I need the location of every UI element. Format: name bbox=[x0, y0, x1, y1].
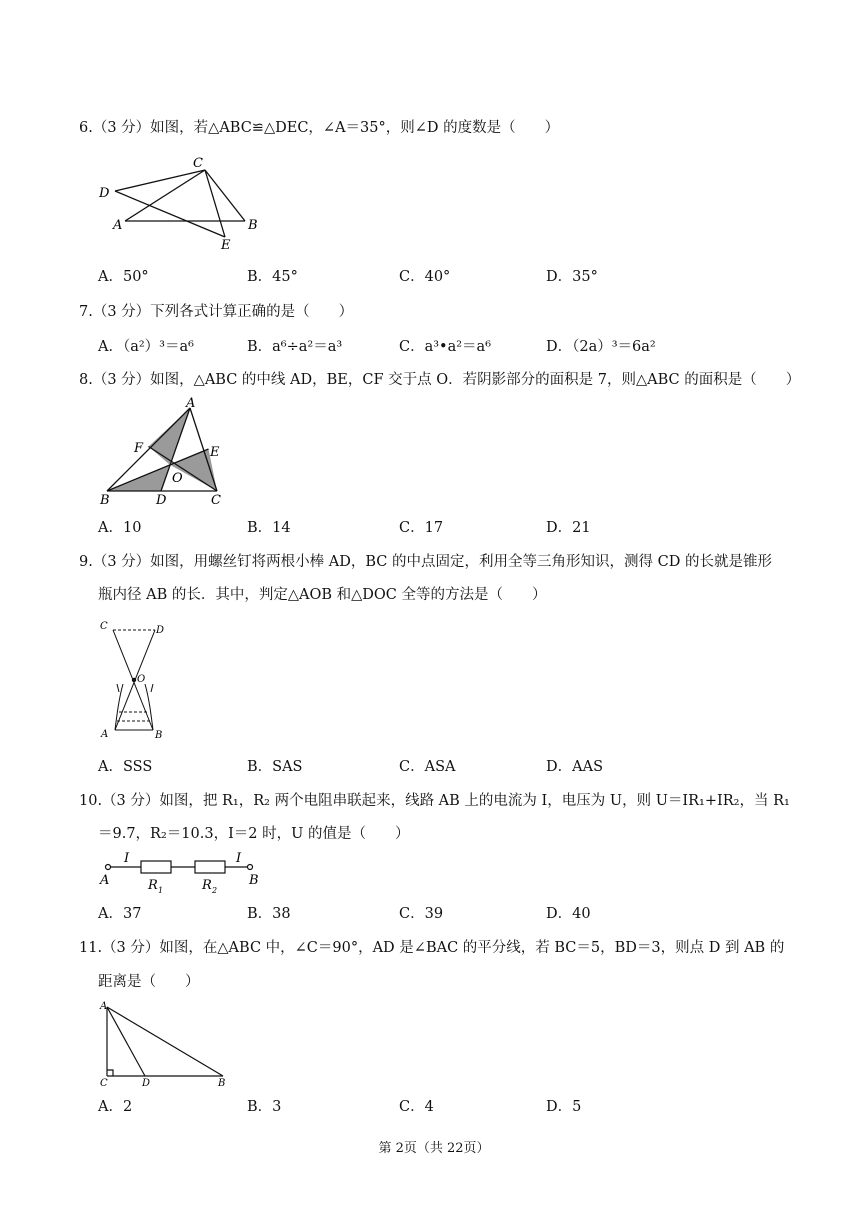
q8-label-D: D bbox=[156, 493, 167, 508]
q9-label-D: D bbox=[156, 625, 165, 636]
q9-label-C: C bbox=[100, 621, 108, 632]
q8-stem: 8.（3 分）如图，△ABC 的中线 AD，BE，CF 交于点 O．若阴影部分的面积是 7，则△ABC 的面积是（ ） bbox=[79, 372, 801, 388]
q8-label-O: O bbox=[172, 471, 183, 486]
q9-label-B: B bbox=[155, 730, 163, 741]
q6-figure bbox=[95, 150, 270, 255]
q11-option-c[interactable]: C．4 bbox=[399, 1099, 434, 1115]
q8-label-F: F bbox=[134, 441, 144, 456]
q9-option-a[interactable]: A．SSS bbox=[98, 759, 153, 775]
q9-option-d[interactable]: D．AAS bbox=[546, 759, 604, 775]
q7-option-b[interactable]: B．a⁶÷a²＝a³ bbox=[247, 339, 343, 355]
q6-label-A: A bbox=[113, 218, 123, 233]
q10-option-c[interactable]: C．39 bbox=[399, 906, 444, 922]
q6-label-B: B bbox=[248, 218, 258, 233]
q7-option-d[interactable]: D．（2a）³＝6a² bbox=[546, 339, 656, 355]
q10-stem-line2: ＝9.7，R₂＝10.3，I＝2 时，U 的值是（ ） bbox=[98, 826, 410, 842]
q6-stem: 6.（3 分）如图，若△ABC≌△DEC，∠A＝35°，则∠D 的度数是（ ） bbox=[79, 120, 560, 136]
q7-option-c[interactable]: C．a³•a²＝a⁶ bbox=[399, 339, 492, 355]
q8-label-B: B bbox=[100, 493, 110, 508]
q6-option-d[interactable]: D．35° bbox=[546, 269, 598, 285]
q8-label-A: A bbox=[186, 396, 196, 411]
q10-option-b[interactable]: B．38 bbox=[247, 906, 291, 922]
q8-option-d[interactable]: D．21 bbox=[546, 520, 591, 536]
q9-stem-line2: 瓶内径 AB 的长．其中，判定△AOB 和△DOC 全等的方法是（ ） bbox=[98, 587, 547, 603]
q10-option-a[interactable]: A．37 bbox=[98, 906, 142, 922]
q9-stem-line1: 9.（3 分）如图，用螺丝钉将两根小棒 AD，BC 的中点固定，利用全等三角形知识，测得 CD 的长就是锥形 bbox=[79, 554, 772, 570]
q10-options bbox=[98, 904, 798, 924]
q10-label-I-right: I bbox=[236, 851, 242, 866]
q10-label-R1-sub: 1 bbox=[158, 886, 164, 895]
q9-option-b[interactable]: B．SAS bbox=[247, 759, 303, 775]
q11-option-a[interactable]: A．2 bbox=[98, 1099, 133, 1115]
q11-label-A: A bbox=[100, 1001, 108, 1012]
q7-option-a[interactable]: A．（a²）³＝a⁶ bbox=[98, 339, 194, 355]
q6-option-a[interactable]: A．50° bbox=[98, 269, 149, 285]
q10-label-I-left: I bbox=[124, 851, 130, 866]
q6-label-D: D bbox=[99, 186, 110, 201]
q8-figure bbox=[95, 396, 230, 508]
q11-option-d[interactable]: D．5 bbox=[546, 1099, 582, 1115]
q7-options bbox=[98, 337, 798, 357]
q8-label-E: E bbox=[210, 445, 220, 460]
q10-label-B: B bbox=[249, 873, 259, 888]
page-footer: 第 2页（共 22页） bbox=[378, 1141, 490, 1156]
q8-options bbox=[98, 518, 798, 538]
q10-label-R2: R bbox=[202, 878, 212, 893]
q6-option-c[interactable]: C．40° bbox=[399, 269, 451, 285]
q10-label-R1: R bbox=[148, 878, 158, 893]
q9-figure bbox=[95, 618, 175, 743]
q9-label-A: A bbox=[101, 729, 109, 740]
q9-options bbox=[98, 757, 798, 777]
q11-options bbox=[98, 1097, 798, 1117]
q7-stem: 7.（3 分）下列各式计算正确的是（ ） bbox=[79, 304, 354, 320]
q6-label-E: E bbox=[221, 238, 231, 253]
q10-label-R2-sub: 2 bbox=[212, 886, 218, 895]
q10-figure bbox=[95, 848, 270, 898]
q6-option-b[interactable]: B．45° bbox=[247, 269, 298, 285]
q11-stem-line1: 11.（3 分）如图，在△ABC 中，∠C＝90°，AD 是∠BAC 的平分线，若 BC＝5，BD＝3，则点 D 到 AB 的 bbox=[79, 940, 785, 956]
q6-label-C: C bbox=[193, 156, 203, 171]
q8-label-C: C bbox=[211, 493, 221, 508]
q8-option-a[interactable]: A．10 bbox=[98, 520, 142, 536]
q11-option-b[interactable]: B．3 bbox=[247, 1099, 282, 1115]
q11-label-C: C bbox=[100, 1078, 108, 1089]
q9-label-O: O bbox=[137, 674, 146, 685]
q10-stem-line1: 10.（3 分）如图，把 R₁，R₂ 两个电阻串联起来，线路 AB 上的电流为 I，电压为 U，则 U＝IR₁+IR₂，当 R₁ bbox=[79, 793, 790, 809]
q10-option-d[interactable]: D．40 bbox=[546, 906, 591, 922]
q11-label-B: B bbox=[218, 1078, 226, 1089]
q9-option-c[interactable]: C．ASA bbox=[399, 759, 456, 775]
q6-options bbox=[98, 267, 798, 287]
q11-label-D: D bbox=[142, 1078, 151, 1089]
q8-option-c[interactable]: C．17 bbox=[399, 520, 444, 536]
q11-stem-line2: 距离是（ ） bbox=[98, 974, 200, 990]
q11-figure bbox=[95, 998, 235, 1090]
q10-label-A: A bbox=[100, 873, 110, 888]
q8-option-b[interactable]: B．14 bbox=[247, 520, 291, 536]
